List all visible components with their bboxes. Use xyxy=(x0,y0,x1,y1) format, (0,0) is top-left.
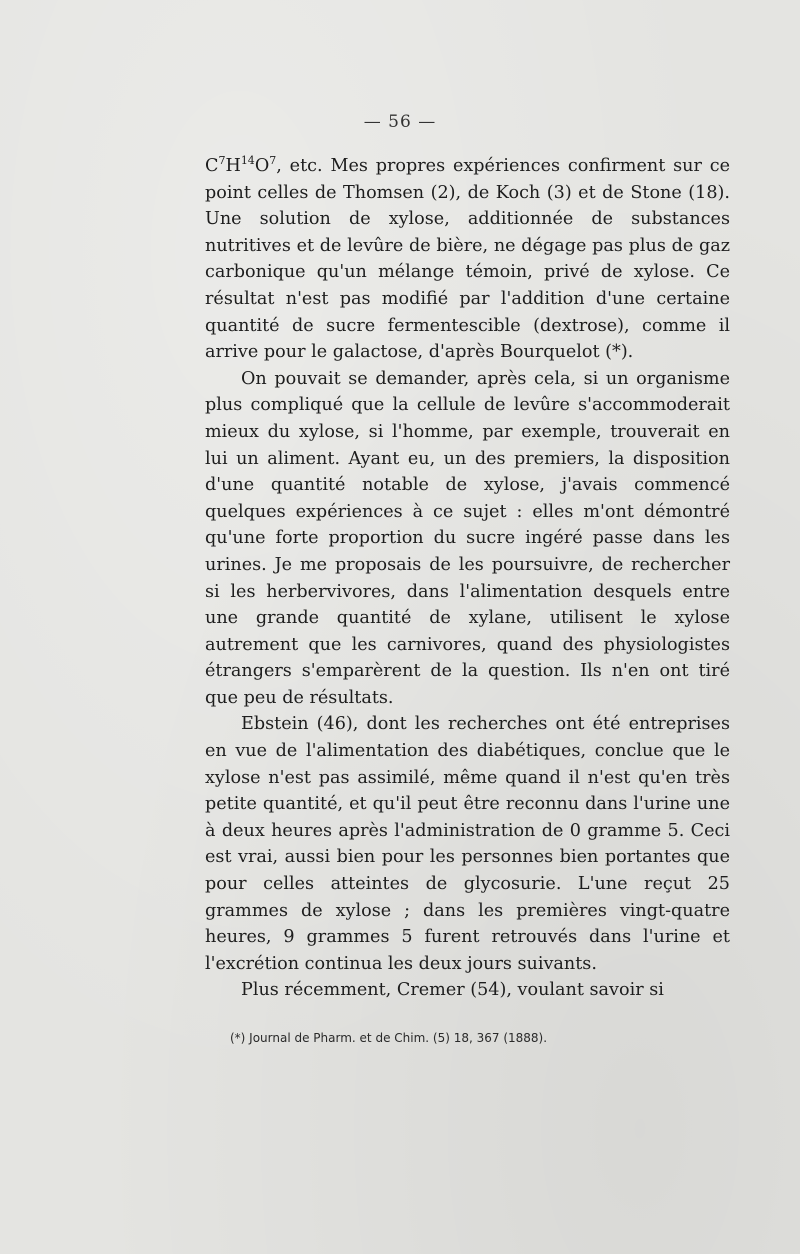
paragraph-1-text: , etc. Mes propres expériences confirment sur ce point celles de Thomsen (2), de Koch (3) et de Stone (18). Une solution de xylose, additionnée de substances nutritives et de levûre de bière, ne dégage pas plus de gaz carbonique qu'un mélange témoin, privé de xylose. Ce résultat n'est pas modifié par l'addition d'une certaine quantité de sucre fermentescible (dextrose), comme il arrive pour le galactose, d'après Bourquelot (*). xyxy=(205,156,730,363)
chemical-formula: $C^7H^{14}O^7$ xyxy=(205,154,277,176)
paragraph-3: Ebstein (46), dont les recherches ont été entreprises en vue de l'alimentation des diabétiques, conclue que le xylose n'est pas assimilé, même quand il n'est qu'en très petite quantité, et qu'il peut être reconnu dans l'urine une à deux heures après l'administration de 0 gramme 5. Ceci est vrai, aussi bien pour les personnes bien portantes que pour celles atteintes de glycosurie. L'une reçut 25 grammes de xylose ; dans les premières vingt-quatre heures, 9 grammes 5 furent retrouvés dans l'urine et l'excrétion continua les deux jours suivants. xyxy=(205,714,730,974)
page-number: — 56 — xyxy=(363,112,437,132)
paragraph-1 xyxy=(205,153,730,366)
paragraph-2: On pouvait se demander, après cela, si un organisme plus compliqué que la cellule de levûre s'accommoderait mieux du xylose, si l'homme, par exemple, trouverait en lui un aliment. Ayant eu, un des premiers, la disposition d'une quantité notable de xylose, j'avais commencé quelques expériences à ce sujet : elles m'ont démontré qu'une forte proportion du sucre ingéré passe dans les urines. Je me proposais de les poursuivre, de rechercher si les herbervivores, dans l'alimentation desquels entre une grande quantité de xylane, utilisent le xylose autrement que les carnivores, quand des physiologistes étrangers s'emparèrent de la question. Ils n'en ont tiré que peu de résultats. xyxy=(205,368,730,708)
body-text xyxy=(205,153,730,1004)
paragraph-4: Plus récemment, Cremer (54), voulant savoir si xyxy=(241,980,664,1001)
footnote: (*) Journal de Pharm. et de Chim. (5) 18, 367 (1888). xyxy=(230,1031,548,1045)
